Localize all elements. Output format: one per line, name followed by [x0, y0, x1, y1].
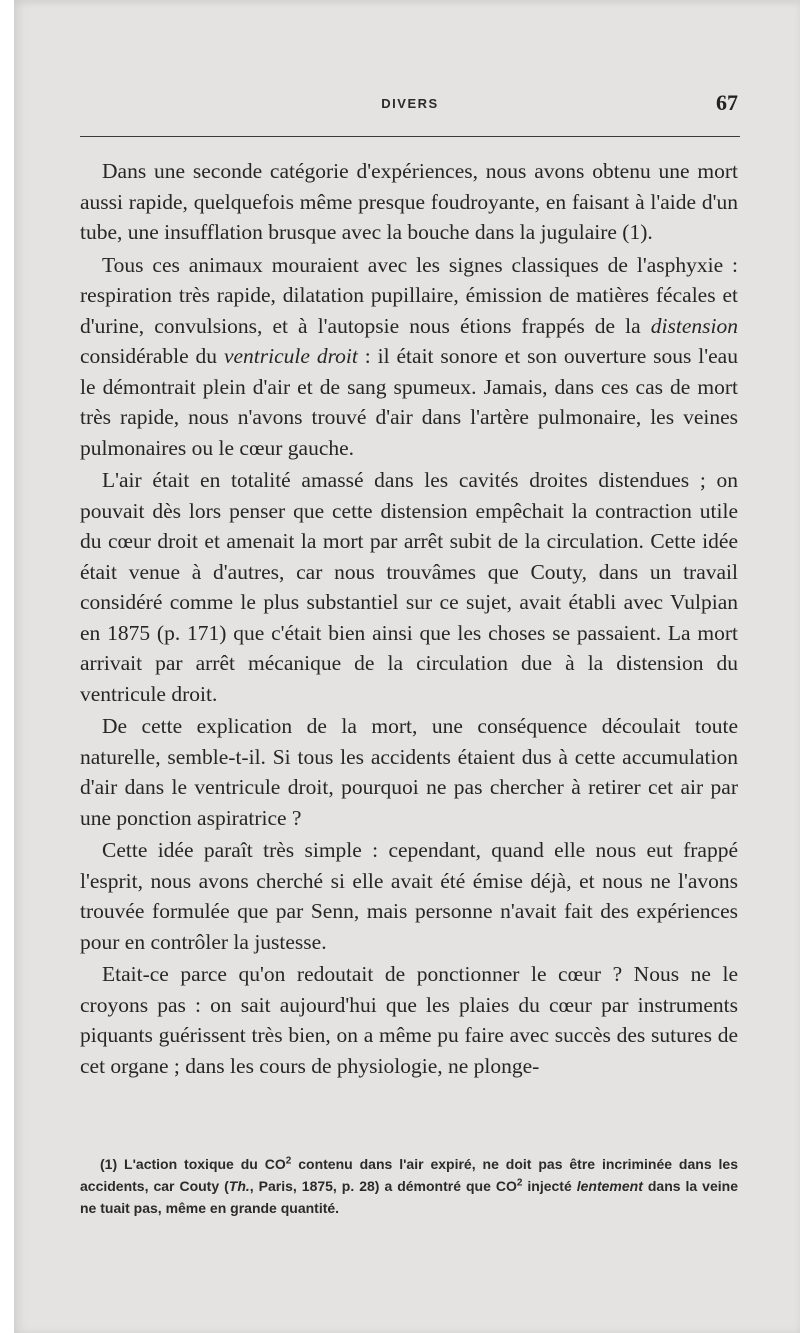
footnote-part: , Paris, 1875, p. 28) a démontré que CO	[249, 1178, 517, 1194]
paragraph-text: Cette idée paraît très simple : cependant, quand elle nous eut frappé l'esprit, nous avons cherché si elle avait été émise déjà, et nous ne l'avons trouvée formulée que par Senn, mais personne n'avait fait des expériences pour en contrôler la justesse.	[80, 838, 738, 954]
paragraph	[80, 465, 738, 709]
body-text	[80, 156, 738, 1083]
superscript: 2	[516, 1177, 523, 1189]
paragraph	[80, 835, 738, 957]
paragraph-text: Etait-ce parce qu'on redoutait de ponctionner le cœur ? Nous ne le croyons pas : on sait aujourd'hui que les plaies du cœur par instruments piquants guérissent très bien, on a même pu faire avec succès des sutures de cet organe ; dans les cours de physiologie, ne plonge-	[80, 962, 738, 1078]
paragraph	[80, 711, 738, 833]
footnote-part: (1) L'action toxique du CO	[100, 1156, 286, 1172]
paragraph-text: L'air était en totalité amassé dans les cavités droites distendues ; on pouvait dès lors penser que cette distension empêchait la contraction utile du cœur droit et amenait la mort par arrêt subit de la circulation. Cette idée était venue à d'autres, car nous trouvâmes que Couty, dans un travail considéré comme le plus substantiel sur ce sujet, avait établi avec Vulpian en 1875 (p. 171) que c'était bien ainsi que les choses se passaient. La mort arrivait par arrêt mécanique de la circulation due à la distension du ventricule droit.	[80, 468, 738, 706]
emphasis: lentement	[576, 1178, 643, 1194]
header-rule	[80, 136, 740, 137]
footnote-text	[80, 1153, 738, 1219]
paragraph-text: considérable du	[80, 344, 224, 368]
paragraph	[80, 250, 738, 464]
running-title: DIVERS	[381, 96, 439, 111]
emphasis: ventricule droit	[223, 344, 358, 368]
emphasis: Th.	[228, 1178, 250, 1194]
page-header	[80, 90, 740, 120]
emphasis: distension	[650, 313, 738, 338]
paragraph	[80, 959, 738, 1081]
footnote	[80, 1153, 738, 1219]
paragraph-text: : il était sonore et son ouverture sous l'eau le démontrait plein d'air et de sang spumeux. Jamais, dans ces cas de mort très rapide, nous n'avons trouvé d'air dans l'artère pulmonaire, les veines pulmonaires ou le cœur gauche.	[80, 344, 738, 460]
paragraph	[80, 156, 738, 248]
paragraph-text: Dans une seconde catégorie d'expériences, nous avons obtenu une mort aussi rapide, quelquefois même presque foudroyante, en faisant à l'aide d'un tube, une insufflation brusque avec la bouche dans la jugulaire (1).	[80, 159, 738, 244]
footnote-part: contenu dans l'air expiré, ne doit pas être incriminée dans les accidents, car Couty (	[80, 1156, 738, 1194]
footnote-part: injecté	[522, 1178, 577, 1194]
superscript: 2	[285, 1155, 292, 1167]
page-number: 67	[716, 90, 738, 115]
paragraph-text: Tous ces animaux mouraient avec les signes classiques de l'asphyxie : respiration très rapide, dilatation pupillaire, émission de matières fécales et d'urine, convulsions, et à l'autopsie nous étions frappés de la	[80, 252, 738, 338]
paragraph-text: De cette explication de la mort, une conséquence découlait toute naturelle, semble-t-il. Si tous les accidents étaient dus à cette accumulation d'air dans le ventricule droit, pourquoi ne pas chercher à retirer cet air par une ponction aspiratrice ?	[80, 714, 738, 830]
footnote-part: dans la veine ne tuait pas, même en grande quantité.	[80, 1178, 738, 1216]
